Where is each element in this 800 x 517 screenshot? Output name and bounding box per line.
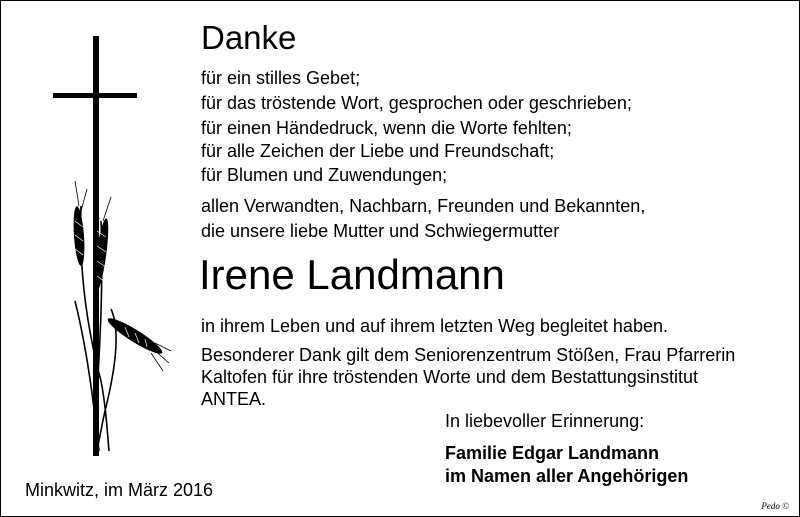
cross-with-wheat-icon — [41, 31, 171, 461]
thanks-line-3: für einen Händedruck, wenn die Worte fehlten; — [201, 118, 572, 138]
special-thanks-line-1: Besonderer Dank gilt dem Seniorenzentrum Stößen, Frau Pfarrerin — [201, 345, 736, 365]
closing-line: in ihrem Leben und auf ihrem letzten Weg begleitet haben. — [201, 316, 668, 336]
thanks-line-5: für Blumen und Zuwendungen; — [201, 165, 448, 185]
signatory-line-1: Familie Edgar Landmann — [445, 443, 660, 463]
remembrance-line: In liebevoller Erinnerung: — [445, 411, 645, 431]
thanks-line-2: für das tröstende Wort, gesprochen oder geschrieben; — [201, 93, 632, 113]
special-thanks-line-3: ANTEA. — [201, 389, 267, 409]
recipients-line-1: allen Verwandten, Nachbarn, Freunden und Bekannten, — [201, 196, 646, 216]
deceased-name: Irene Landmann — [199, 251, 505, 298]
signatory-line-2: im Namen aller Angehörigen — [445, 466, 689, 486]
heading: Danke — [201, 19, 297, 56]
designer-credit: Pedo © — [761, 501, 789, 511]
special-thanks-line-2: Kaltofen für ihre tröstenden Worte und dem Bestattungsinstitut — [201, 367, 698, 387]
thanks-line-1: für ein stilles Gebet; — [201, 68, 361, 88]
thanks-line-4: für alle Zeichen der Liebe und Freundschaft; — [201, 141, 555, 161]
place-date: Minkwitz, im März 2016 — [25, 480, 214, 500]
recipients-line-2: die unsere liebe Mutter und Schwiegermutter — [201, 221, 560, 241]
